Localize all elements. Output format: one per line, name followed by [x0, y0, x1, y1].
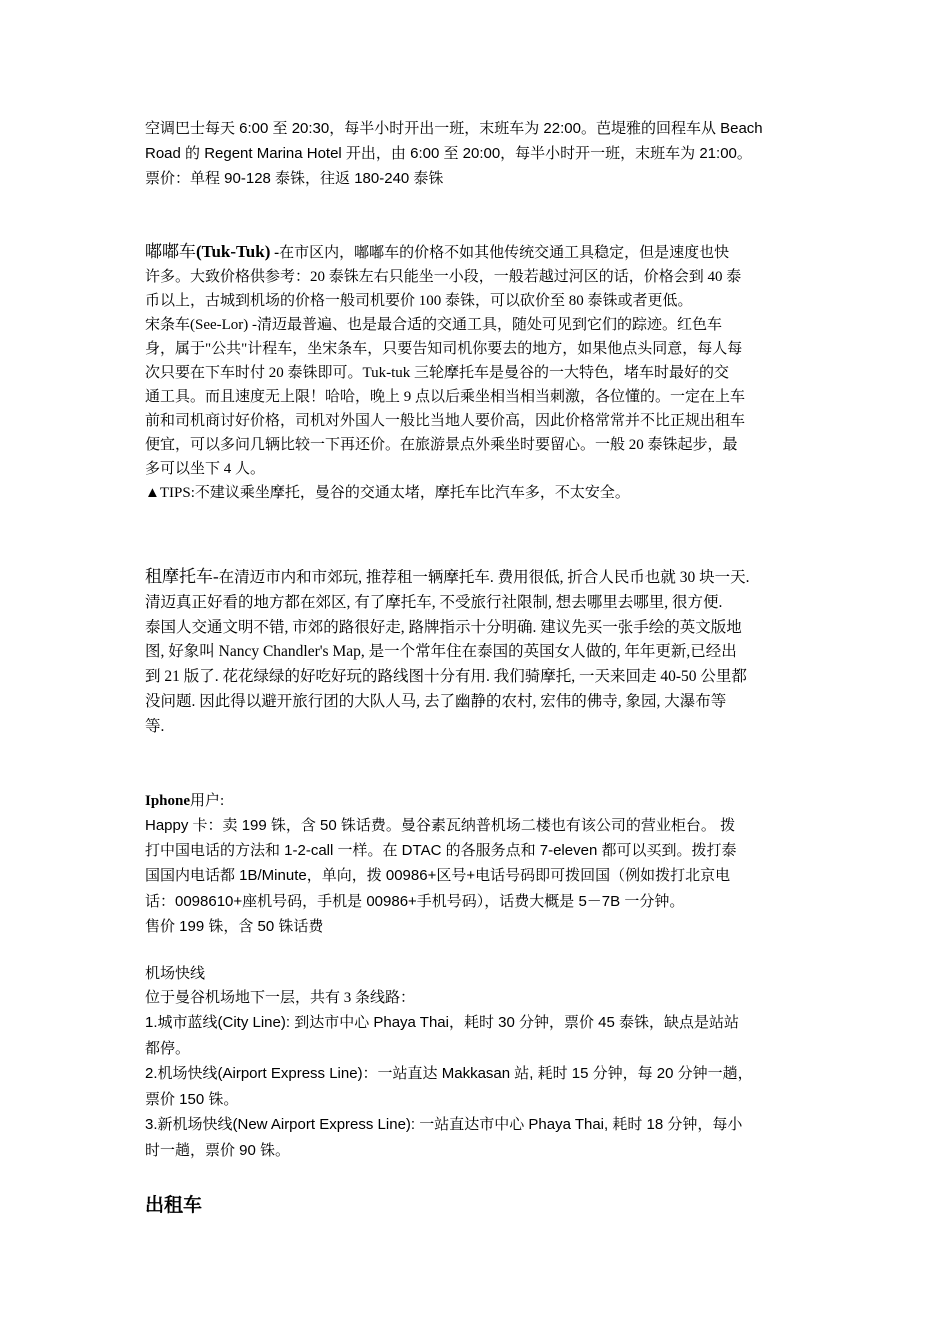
airport-link-intro: 位于曼谷机场地下一层，共有 3 条线路：: [145, 990, 416, 1006]
tuktuk-title-dash: -: [270, 245, 280, 261]
airport-line: 2.机场快线(Airport Express Line)：一站直达 Makkasan 站, 耗时 15 分钟，每 20 分钟一趟，: [145, 1065, 753, 1083]
tuktuk-line: 币以上，古城到机场的价格一般司机要价 100 泰铢，可以砍价至 80 泰铢或者更低。: [145, 293, 693, 309]
tuktuk-line: 在市区内，嘟嘟车的价格不如其他传统交通工具稳定，但是速度也快: [279, 245, 730, 261]
airport-line: 1.城市蓝线(City Line): 到达市中心 Phaya Thai，耗时 30 分钟，票价 45 泰铢，缺点是站站: [145, 1014, 740, 1031]
motorbike-line: 泰国人交通文明不错, 市郊的路很好走, 路牌指示十分明确. 建议先买一张手绘的英文版地: [145, 618, 742, 636]
iphone-heading: [145, 789, 810, 813]
airport-line: 时一趟，票价 90 铢。: [145, 1141, 291, 1159]
songthaew-line: 宋条车(See-Lor) -清迈最普遍、也是最合适的交通工具，随处可见到它们的踪迹。红色车: [145, 317, 723, 333]
songthaew-line: 多可以坐下 4 人。: [145, 461, 266, 477]
motorbike-line: 到 21 版了. 花花绿绿的好吃好玩的路线图十分有用. 我们骑摩托, 一天来回走 40-50 公里都: [145, 668, 747, 686]
motorbike-line: 清迈真正好看的地方都在郊区, 有了摩托车, 不受旅行社限制, 想去哪里去哪里, 很方便.: [145, 593, 723, 611]
iphone-title-en: Iphone: [145, 793, 191, 809]
iphone-line: 话：0098610+座机号码，手机是 00986+手机号码），话费大概是 5－7B 一分钟。: [145, 892, 685, 910]
iphone-line: 打中国电话的方法和 1-2-call 一样。在 DTAC 的各服务点和 7-eleven 都可以买到。拨打泰: [145, 842, 737, 860]
tuktuk-section: [145, 240, 810, 505]
motorbike-line: 没问题. 因此得以避开旅行团的大队人马, 去了幽静的农村, 宏伟的佛寺, 象园, 大瀑布等: [145, 692, 727, 710]
iphone-line: 售价 199 铢，含 50 铢话费: [145, 917, 324, 935]
iphone-line: 国国内电话都 1B/Minute，单向，拨 00986+区号+电话号码即可拨回国（例如拨打北京电: [145, 867, 731, 885]
airport-line: 票价 150 铢。: [145, 1090, 239, 1108]
tuktuk-first-line: [145, 240, 810, 265]
motorbike-line: 等.: [145, 717, 165, 735]
tuktuk-title-en: (Tuk-Tuk): [196, 242, 271, 261]
tuktuk-line: 许多。大致价格供参考：20 泰铢左右只能坐一小段，一般若越过河区的话，价格会到 40 泰: [145, 269, 742, 285]
bus-line: 票价：单程 90-128 泰铢，往返 180-240 泰铢: [145, 170, 444, 187]
tuktuk-title-cn: 嘟嘟车: [145, 242, 196, 261]
airport-line: 3.新机场快线(New Airport Express Line): 一站直达市中心 Phaya Thai, 耗时 18 分钟，每小: [145, 1116, 743, 1134]
iphone-line: Happy 卡：卖 199 铢，含 50 铢话费。曼谷素瓦纳普机场二楼也有该公司的营业柜台。 拨: [145, 817, 736, 834]
airport-link-lines: [145, 1010, 810, 1164]
iphone-section: [145, 789, 810, 939]
bus-paragraph: [145, 116, 810, 191]
motorbike-title: 租摩托车-: [145, 567, 219, 586]
bus-line: Road 的 Regent Marina Hotel 开出，由 6:00 至 20:00，每半小时开一班，末班车为 21:00。: [145, 145, 752, 162]
motorbike-section: [145, 565, 810, 740]
bus-line: 空调巴士每天 6:00 至 20:30，每半小时开出一班，末班车为 22:00。芭堤雅的回程车从 Beach: [145, 120, 763, 137]
airport-line: 都停。: [145, 1039, 191, 1057]
airport-link-section: [145, 962, 810, 1164]
songthaew-line: 前和司机商讨好价格，司机对外国人一般比当地人要价高，因此价格常常并不比正规出租车: [145, 413, 746, 429]
songthaew-line: 身，属于"公共"计程车，坐宋条车，只要告知司机你要去的地方，如果他点头同意，每人每: [145, 341, 743, 357]
songthaew-line: 便宜，可以多问几辆比较一下再还价。在旅游景点外乘坐时要留心。一般 20 泰铢起步，最: [145, 437, 738, 453]
songthaew-line: 次只要在下车时付 20 泰铢即可。Tuk-tuk 三轮摩托车是曼谷的一大特色，堵车时最好的交: [145, 365, 730, 381]
airport-link-title: 机场快线: [145, 966, 206, 982]
songthaew-line: 通工具。而且速度无上限！哈哈，晚上 9 点以后乘坐相当相当刺激，各位懂的。一定在上车: [145, 389, 746, 405]
taxi-heading: 出租车: [145, 1195, 203, 1216]
iphone-title-cn: 用户:: [190, 793, 225, 809]
tips-line: ▲TIPS:不建议乘坐摩托，曼谷的交通太堵，摩托车比汽车多，不太安全。: [145, 485, 630, 501]
motorbike-line: 在清迈市内和市郊玩, 推荐租一辆摩托车. 费用很低, 折合人民币也就 30 块一天.: [218, 569, 750, 586]
iphone-paragraph: [145, 813, 810, 939]
motorbike-first-line: [145, 565, 810, 591]
motorbike-line: 图, 好象叫 Nancy Chandler's Map, 是一个常年住在泰国的英国女人做的, 年年更新,已经出: [145, 643, 737, 661]
